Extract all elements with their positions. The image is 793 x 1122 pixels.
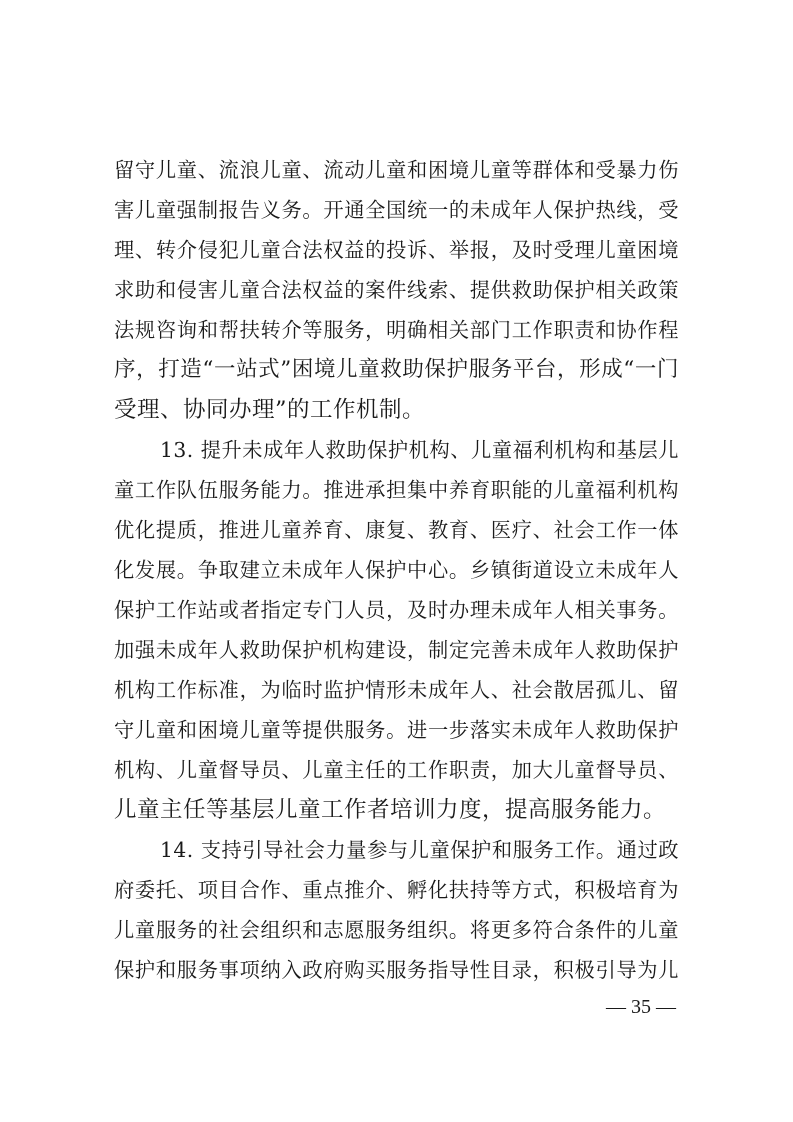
- text-line: 府委托、项目合作、重点推介、孵化扶持等方式，积极培育为: [114, 878, 679, 902]
- text-line: 儿童主任等基层儿童工作者培训力度，提高服务能力。: [114, 797, 667, 823]
- text-line: 留守儿童、流浪儿童、流动儿童和困境儿童等群体和受暴力伤: [114, 158, 679, 182]
- text-line: 优化提质，推进儿童养育、康复、教育、医疗、社会工作一体: [114, 518, 679, 542]
- text-line: 保护工作站或者指定专门人员，及时办理未成年人相关事务。: [114, 598, 679, 622]
- text-line: 加强未成年人救助保护机构建设，制定完善未成年人救助保护: [114, 638, 679, 662]
- page-number: — 35 —: [606, 996, 676, 1018]
- text-line: 儿童服务的社会组织和志愿服务组织。将更多符合条件的儿童: [114, 918, 679, 942]
- text-line: 求助和侵害儿童合法权益的案件线索、提供救助保护相关政策: [114, 278, 679, 302]
- item-14-heading-line: 14. 支持引导社会力量参与儿童保护和服务工作。通过政: [160, 838, 679, 862]
- text-line: 化发展。争取建立未成年人保护中心。乡镇街道设立未成年人: [114, 558, 679, 582]
- text-line: 机构、儿童督导员、儿童主任的工作职责，加大儿童督导员、: [114, 758, 679, 782]
- text-line: 童工作队伍服务能力。推进承担集中养育职能的儿童福利机构: [114, 478, 679, 502]
- text-line: 保护和服务事项纳入政府购买服务指导性目录，积极引导为儿: [114, 958, 679, 982]
- text-line: 理、转介侵犯儿童合法权益的投诉、举报，及时受理儿童困境: [114, 238, 679, 262]
- text-line: 序，打造“一站式”困境儿童救助保护服务平台，形成“一门: [114, 357, 679, 382]
- text-line: 守儿童和困境儿童等提供服务。进一步落实未成年人救助保护: [114, 718, 679, 742]
- text-line: 受理、协同办理”的工作机制。: [114, 397, 426, 423]
- text-line: 机构工作标准，为临时监护情形未成年人、社会散居孤儿、留: [114, 678, 679, 702]
- text-line: 害儿童强制报告义务。开通全国统一的未成年人保护热线，受: [114, 198, 679, 222]
- text-line: 法规咨询和帮扶转介等服务，明确相关部门工作职责和协作程: [114, 318, 679, 342]
- item-13-heading-line: 13. 提升未成年人救助保护机构、儿童福利机构和基层儿: [160, 438, 679, 462]
